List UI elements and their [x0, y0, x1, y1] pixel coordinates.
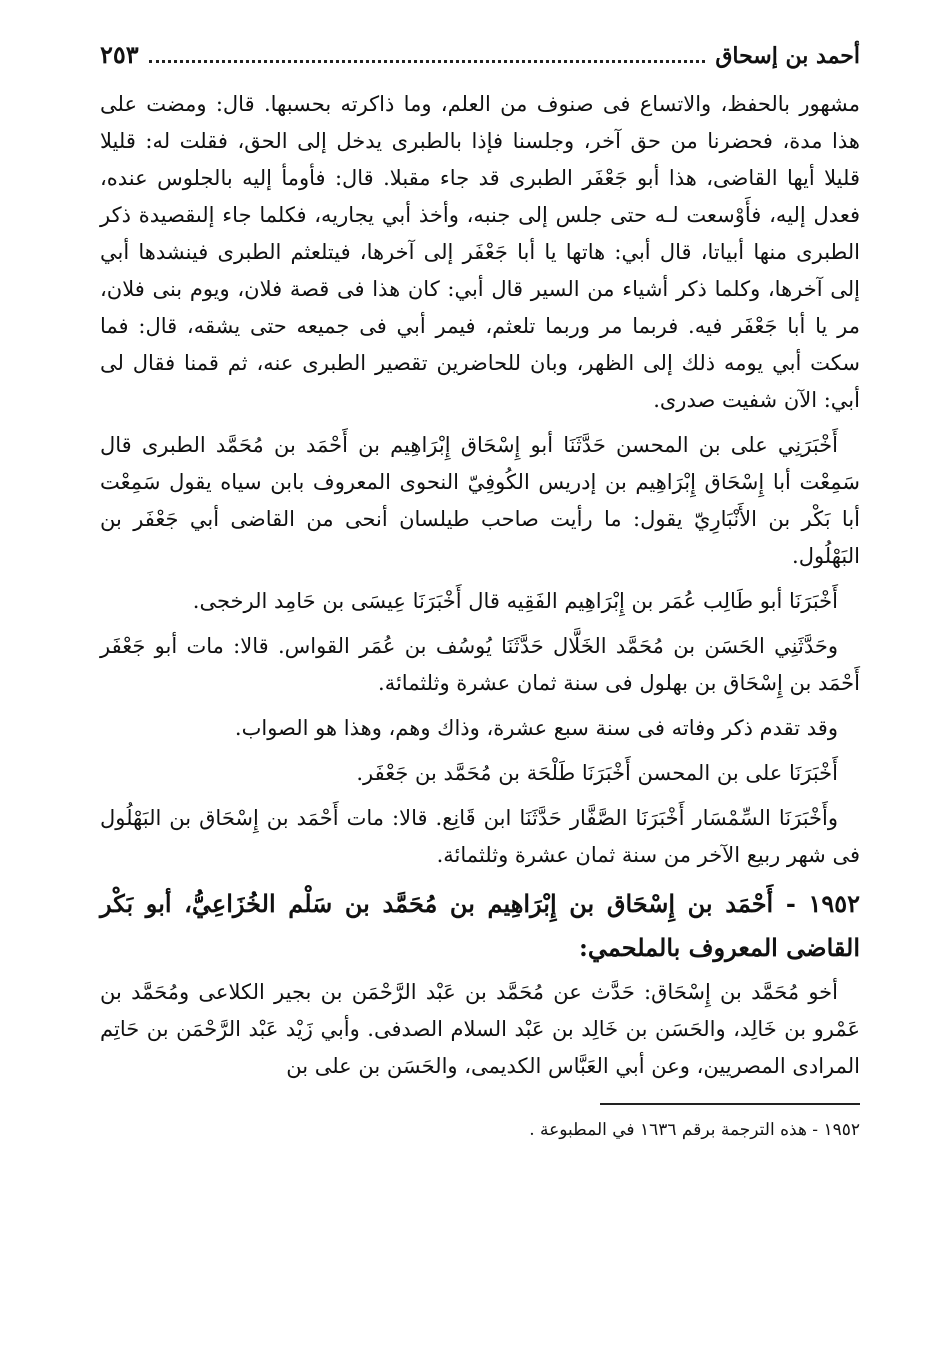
paragraph-1: مشهور بالحفظ، والاتساع فى صنوف من العلم، وما ذاكرته بحسبها. قال: ومضت على هذا مدة، فحضرنا من حق آخر، وجلسنا فإذا بالطبرى يدخل إلى الحق، فقلت له: قليلا قليلا أيها القاضى، هذا أبو جَعْفَر الطبرى قد جاء مقبلا. قال: فأومأ إليه بالجلوس عنده، فعدل إليه، فأَوْسعت لـه حتى جلس إلى جنبه، وأخذ أبي يجاريه، فكلما جاء إلىقصيدة ذكر الطبرى منها أبياتا، قال أبي: هاتها يا أبا جَعْفَر إلى آخرها، فيتلعثم الطبرى فينشدها أبي إلى آخرها، وكلما ذكر أشياء من السير قال أبي: كان هذا فى قصة فلان، ويوم بنى فلان، مر يا أبا جَعْفَر فيه. فربما مر وربما تلعثم، فيمر أبي فى جميعه حتى يشقه، قال: فما سكت أبي يومه ذلك إلى الظهر، وبان للحاضرين تقصير الطبرى عنه، ثم قمنا فقال لى أبي: الآن شفيت صدرى.	[100, 92, 860, 412]
leader-dots	[149, 48, 706, 63]
footnote: ١٩٥٢ - هذه الترجمة برقم ١٦٣٦ في المطبوعة .	[529, 1120, 860, 1140]
paragraph-3: أَخْبَرَنَا أبو طَالِب عُمَر بن إِبْرَاهِيم الفَقِيه قال أَخْبَرَنَا عِيسَى بن حَامِد الرخجى.	[192, 589, 838, 613]
running-header	[100, 40, 860, 86]
entry-heading: ١٩٥٢ - أَحْمَد بن إِسْحَاق بن إِبْرَاهِيم بن مُحَمَّد بن سَلْم الخُزَاعِيُّ، أبو بَكْر القاضى المعروف بالملحمي:	[100, 889, 860, 962]
paragraph-4: وحَدَّثَنِي الحَسَن بن مُحَمَّد الخَلَّال حَدَّثَنَا يُوسُف بن عُمَر القواس. قالا: مات أبو جَعْفَر أَحْمَد بن إِسْحَاق بن بهلول فى سنة ثمان عشرة وثلثمائة.	[100, 634, 860, 695]
running-title: أحمد بن إسحاق	[715, 43, 860, 69]
paragraph-7: وأَخْبَرَنَا السِّمْسَار أَخْبَرَنَا الصَّفَّار حَدَّثَنَا ابن قَانِع. قالا: مات أَحْمَد بن إِسْحَاق بن البَهْلُول فى شهر ربيع الآخر من سنة ثمان عشرة وثلثمائة.	[100, 806, 860, 867]
paragraph-2: أَخْبَرَنِي على بن المحسن حَدَّثَنَا أبو إِسْحَاق إِبْرَاهِيم بن أَحْمَد بن مُحَمَّد الطبرى قال سَمِعْت أبا إِسْحَاق إِبْرَاهِيم بن إدريس الكُوفِيّ النحوى المعروف بابن سياه يقول سَمِعْت أبا بَكْر بن الأَنْبَارِيّ يقول: ما رأيت صاحب طيلسان أنحى من القاضى أبي جَعْفَر بن البَهْلُول.	[100, 433, 860, 568]
paragraph-5: وقد تقدم ذكر وفاته فى سنة سبع عشرة، وذاك وهم، وهذا هو الصواب.	[234, 716, 838, 740]
footnote-divider	[600, 1103, 860, 1105]
page-number: ٢٥٣	[100, 40, 139, 69]
book-page	[100, 40, 860, 1340]
paragraph-6: أَخْبَرَنَا على بن المحسن أَخْبَرَنَا طَلْحَة بن مُحَمَّد بن جَعْفَر.	[356, 761, 838, 785]
entry-body: أخو مُحَمَّد بن إِسْحَاق: حَدَّث عن مُحَمَّد بن عَبْد الرَّحْمَن بن بجير الكلاعى ومُحَمَّد بن عَمْرو بن خَالِد، والحَسَن بن خَالِد بن عَبْد السلام الصدفى. وأبي زَيْد عَبْد الرَّحْمَن بن حَاتِم المرادى المصريين، وعن أبي العَبَّاس الكديمى، والحَسَن بن على بن	[100, 980, 860, 1078]
